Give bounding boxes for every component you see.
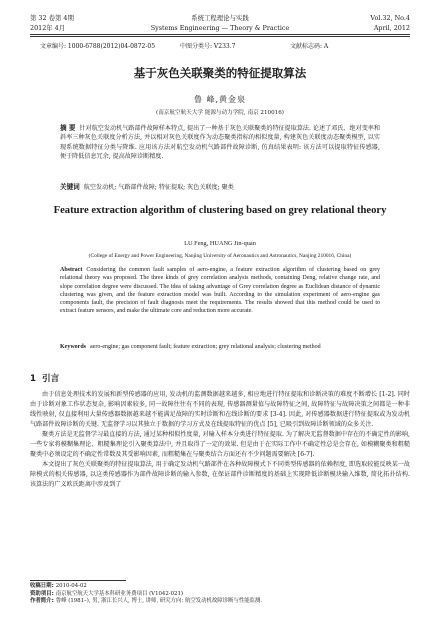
footnote-label: 作者简介: <box>30 598 54 605</box>
authors-cn: 鲁 峰,黄金泉 <box>193 95 247 104</box>
footnote-label: 收稿日期: <box>30 583 54 589</box>
footnote-text: 鲁峰 (1981–), 男, 浙江长兴人, 博士, 讲师, 研究方向: 航空发动机故障诊断与性能监测. <box>55 598 263 605</box>
publication-date-cn: 2012年 4月 <box>30 24 66 32</box>
footnotes <box>30 583 410 606</box>
abstract-en-label: Abstract <box>60 267 83 273</box>
document-code: 文献标志码: A <box>290 43 329 50</box>
publication-date-en: April, 2012 <box>373 24 410 32</box>
volume-issue: 第 32 卷第 4期 <box>30 14 74 22</box>
keywords-cn <box>60 183 380 192</box>
keywords-cn-label: 关键词 <box>60 183 80 191</box>
body-paragraph: 由于信息处理技术的发展和新型传感器的应用, 发动机的监测数据越来越多, 相应地进行特征提取和诊断决策的难度不断增长 [1-2]. 同时由于诊断对象工作状态复杂, 影响因素较多, 同一故障往往有不同的表现, 传感器测量值与故障特征之间, 故障特征与故障决策之间都是一种非线性映射, 仅直接利用大量传感器数据越来越不能满足故障的实时诊断和在线诊断的要求 [3-4]. 因此, 对传感器数据进行特征提取或为发动机气路部件故障诊断的关键. 无监督学习以其独立于数据的学习方式及在线提取特征的优点 [5], 已吸引到故障诊断领域的众多关注. <box>30 391 410 428</box>
footnote-text: 南京航空航天大学基本科研业务费项目 (V1042-021) <box>55 590 184 597</box>
header-rule <box>30 34 410 35</box>
authors-en: LU Feng, HUANG Jin-quan <box>184 240 256 247</box>
footnote-author <box>30 598 410 606</box>
header-rule-thin <box>30 36 410 37</box>
keywords-en-label: Keywords <box>60 344 86 350</box>
clc-number: 中图分类号: V233.7 <box>180 43 236 50</box>
journal-title-en: Systems Engineering — Theory & Practice <box>150 24 290 32</box>
section-number: 1 <box>30 374 36 384</box>
keywords-cn-text: 航空发动机; 气路部件故障; 特征提取; 灰色关联度; 聚类 <box>83 184 234 191</box>
body-paragraph: 本文提出了灰色关联聚类的特征提取算法, 用于确定发动机气路部件在各种故障模式下不同类型传感器的依赖程度, 即选取较能反映某一故障模式的相关传感器, 以这类传感器作为部件故障诊断的输入参数, 在保证部件诊断精度的基础上实现降低诊断模块输入维数, 简化拓扑结构. 该算法的广义欧氏距离中涉及到了 <box>30 461 410 488</box>
paper-title-cn: 基于灰色关联聚类的特征提取算法 <box>133 66 307 80</box>
footnote-label: 资助项目: <box>30 590 54 597</box>
abstract-en <box>60 266 380 316</box>
section-heading <box>30 372 59 384</box>
section-title: 引言 <box>41 374 60 384</box>
abstract-en-text: Considering the common fault samples of aero-engine, a feature extraction algorithm of clustering based on grey relational theory was proposed. The three kinds of grey correlation analysis methods, containing Deng, relative change rate, and slope correlation degree were discussed. The idea of taking advantage of Grey correlation degree as Euclidean distance of dynamic clustering was given, and the feature extraction model was built. According to the simulation experiment of aero-engine gas components fault, the precision of fault diagnosis meet the requirements. The results showed that this method could be used to extract feature sensors, and make the ultimate core and reduction more accurate. <box>60 267 380 315</box>
footnote-rule <box>30 580 126 581</box>
journal-title-cn: 系统工程理论与实践 <box>191 14 249 22</box>
affiliation-cn: (南京航空航天大学 能源与动力学院, 南京 210016) <box>156 110 284 116</box>
abstract-cn-label: 摘 要 <box>60 124 76 132</box>
keywords-en <box>60 343 380 351</box>
body-text <box>30 390 410 490</box>
keywords-en-text: aero-engine; gas component fault; feature extraction; grey relational analysis; clustering method <box>90 344 321 350</box>
article-id: 文章编号: 1000-6788(2012)04-0872-05 <box>40 43 156 50</box>
footnote-text: 2010-04-02 <box>55 583 87 589</box>
abstract-cn <box>60 124 380 162</box>
paper-title-en: Feature extraction algorithm of clustering based on grey relational theory <box>53 205 387 216</box>
footnote-received <box>30 583 410 591</box>
body-paragraph: 聚类方法是无监督学习最直接的方法, 通过某种相似性度量, 对输入样本分类进行特征提取. 为了解决无监督数据中存在的不确定性的影响, 一些专家将模糊集理论、粗糙集理论引入聚类算法中, 并且取得了一定的效果. 但是由于在实际工作中不确定性总是会存在, 如模糊聚类和粗糙聚类中必须设定的不确定性常数及其受影响因素, 而粗糙集在与聚类结合方面还有不少问题需要解决 [6-7]. <box>30 431 410 458</box>
affiliation-en: (College of Energy and Power Engineering, Nanjing University of Aeronautics and Astronautics, Nanjing 210016, China) <box>88 253 352 259</box>
volume-issue-en: Vol.32, No.4 <box>370 14 410 22</box>
abstract-cn-text: 针对航空发动机气路部件故障样本特点, 提出了一种基于灰色关联聚类的特征提取算法. 论述了邓氏、绝对变率和斜率三种灰色关联度分析方法, 并以相对灰色关联度作为动态聚类指标的相似度量, 构建灰色关联度动态聚类模型, 以实现系统数据特征分类与降维. 应用该方法对航空发动机气路部件故障诊断, 仿真结果表明: 该方法可以提取特征传感器, 便于降低信息冗余, 提高故障诊断精度. <box>60 125 380 161</box>
